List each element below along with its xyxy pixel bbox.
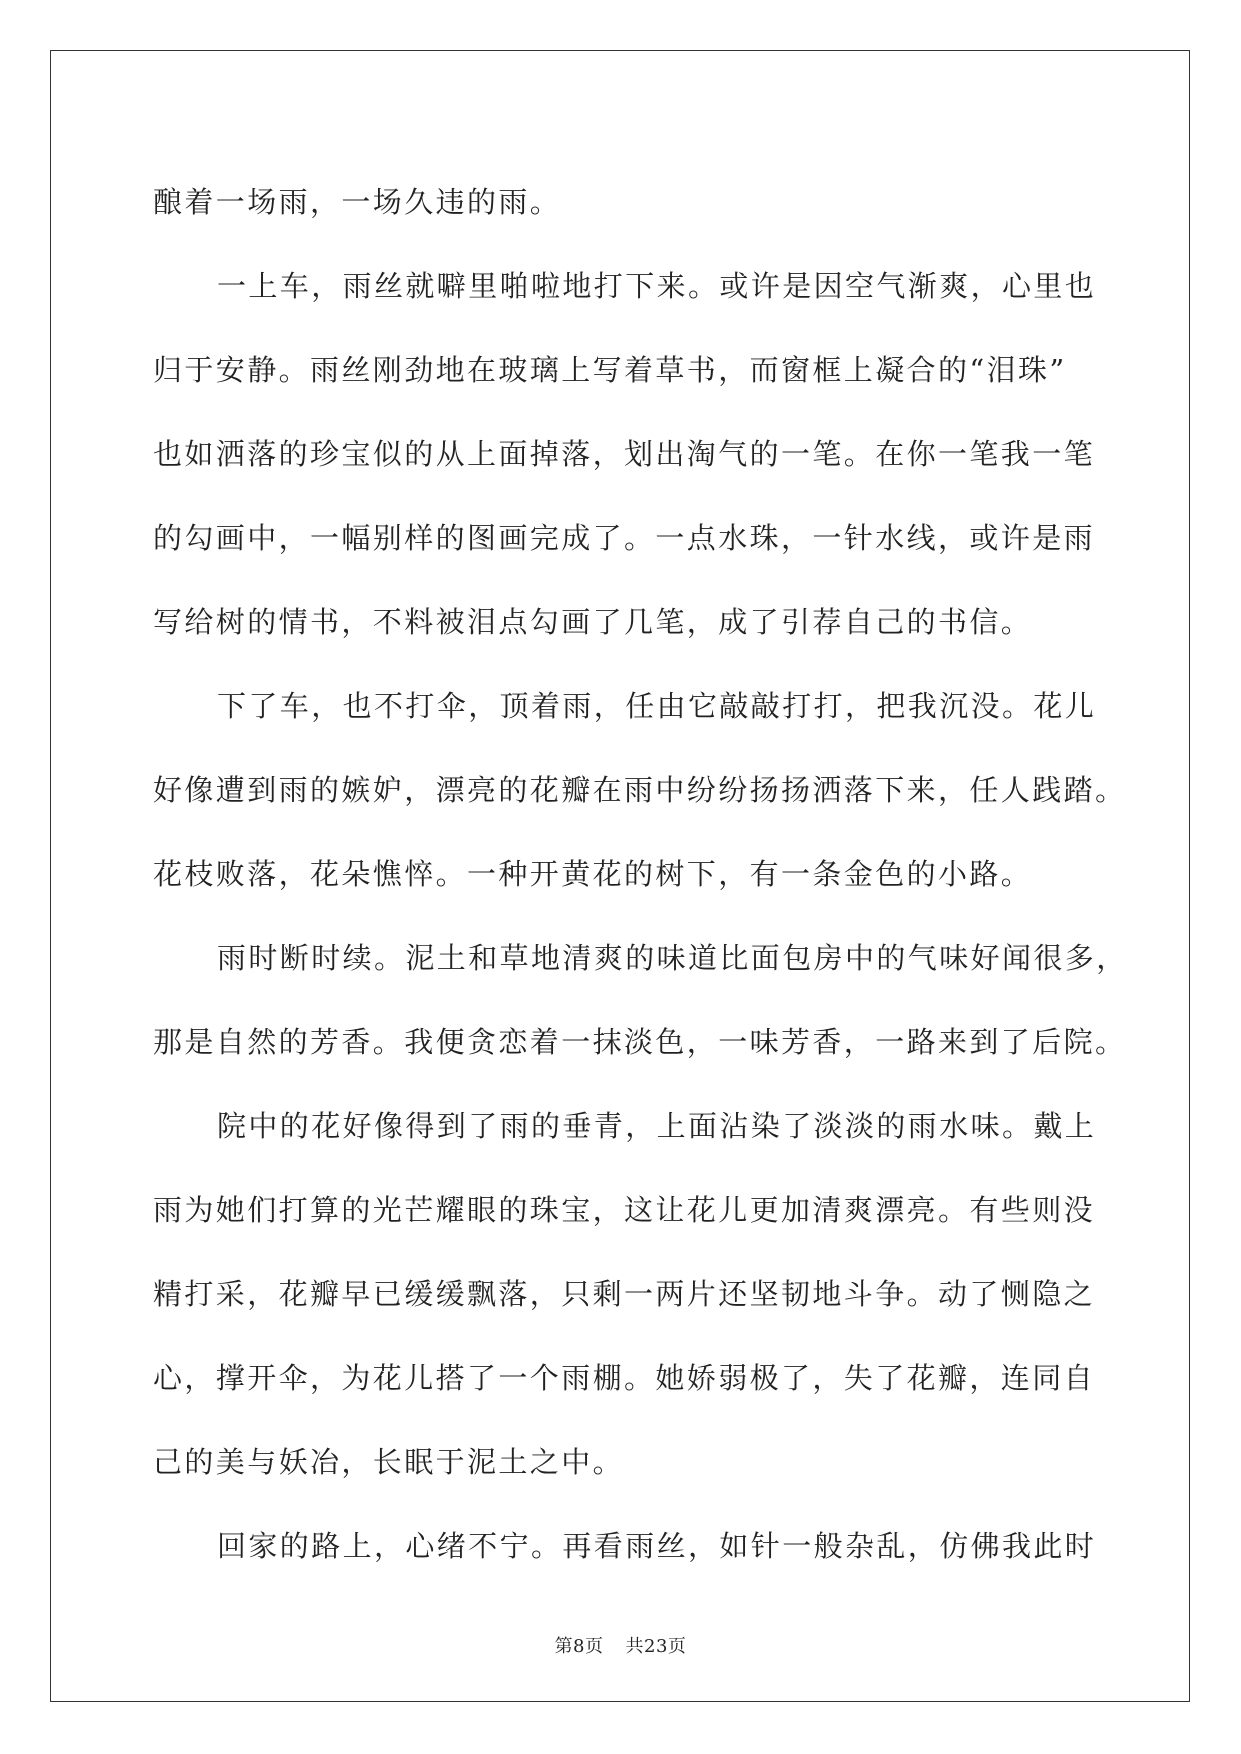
text-line: 好像遭到雨的嫉妒，漂亮的花瓣在雨中纷纷扬扬洒落下来，任人践踏。 [153,773,1127,807]
page-number-current: 第8页 [554,1636,604,1657]
page-number-total: 共23页 [625,1636,687,1657]
text-line: 心，撑开伞，为花儿搭了一个雨棚。她娇弱极了，失了花瓣，连同自 [153,1361,1096,1395]
page-footer [0,1632,1241,1658]
text-line: 也如洒落的珍宝似的从上面掉落，划出淘气的一笔。在你一笔我一笔 [153,437,1096,471]
text-line: 雨时断时续。泥土和草地清爽的味道比面包房中的气味好闻很多， [217,941,1128,975]
text-line: 那是自然的芳香。我便贪恋着一抹淡色，一味芳香，一路来到了后院。 [153,1025,1127,1059]
text-line: 花枝败落，花朵憔悴。一种开黄花的树下，有一条金色的小路。 [153,857,1033,891]
text-line: 的勾画中，一幅别样的图画完成了。一点水珠，一针水线，或许是雨 [153,521,1096,555]
text-line: 写给树的情书，不料被泪点勾画了几笔，成了引荐自己的书信。 [153,605,1033,639]
text-line: 己的美与妖冶，长眠于泥土之中。 [153,1445,625,1479]
text-line: 院中的花好像得到了雨的垂青，上面沾染了淡淡的雨水味。戴上 [217,1109,1097,1143]
text-line: 一上车，雨丝就噼里啪啦地打下来。或许是因空气渐爽，心里也 [217,269,1097,303]
text-line: 归于安静。雨丝刚劲地在玻璃上写着草书，而窗框上凝合的“泪珠” [153,353,1067,387]
text-line: 下了车，也不打伞，顶着雨，任由它敲敲打打，把我沉没。花儿 [217,689,1097,723]
text-line: 回家的路上，心绪不宁。再看雨丝，如针一般杂乱，仿佛我此时 [217,1529,1097,1563]
text-line: 精打采，花瓣早已缓缓飘落，只剩一两片还坚韧地斗争。动了恻隐之 [153,1277,1096,1311]
text-line: 雨为她们打算的光芒耀眼的珠宝，这让花儿更加清爽漂亮。有些则没 [153,1193,1096,1227]
text-line: 酿着一场雨，一场久违的雨。 [153,185,562,219]
document-body [153,160,1128,1588]
